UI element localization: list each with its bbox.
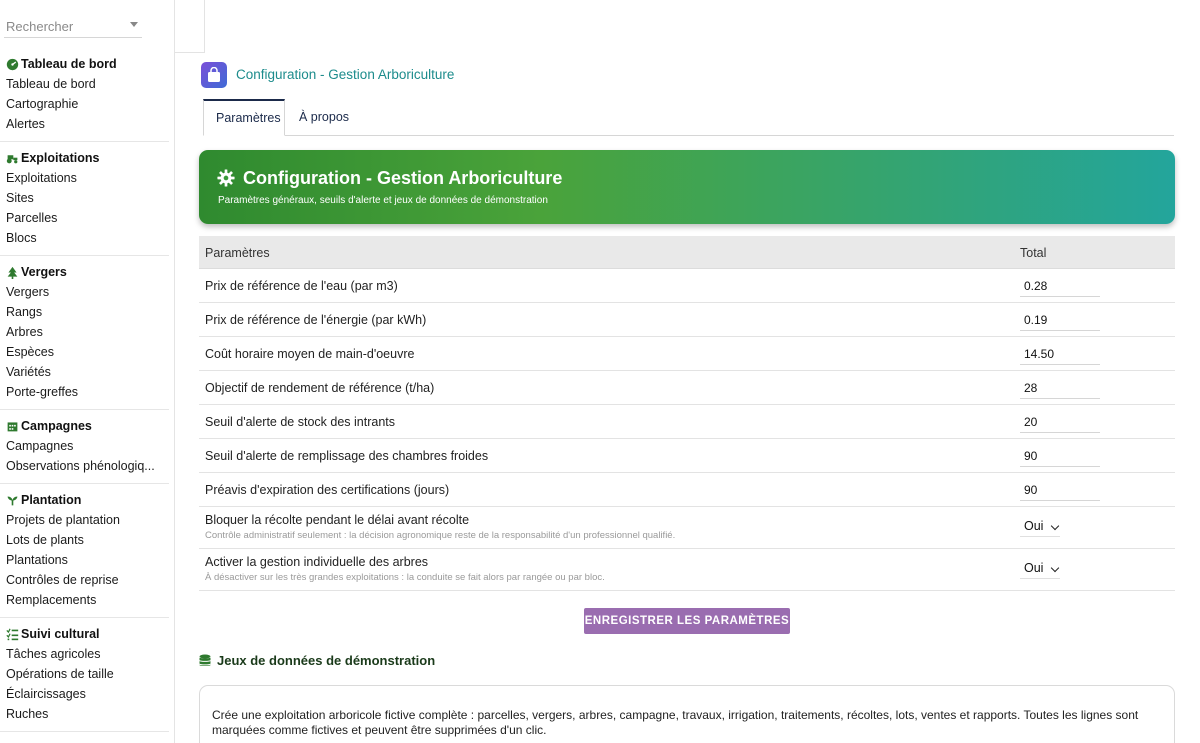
sidebar-item-ruches[interactable]: Ruches	[6, 707, 49, 721]
chevron-down-icon[interactable]	[130, 22, 138, 27]
yield-target-input[interactable]	[1020, 377, 1100, 399]
sidebar-item-blocs[interactable]: Blocs	[6, 231, 37, 245]
column-header-parametres: Paramètres	[205, 246, 270, 260]
top-placeholder-box	[175, 0, 205, 53]
row-label: Bloquer la récolte pendant le délai avant récolte	[205, 513, 470, 527]
tab-a-propos[interactable]: À propos	[299, 110, 350, 124]
table-row	[199, 473, 1175, 507]
sidebar-section-title: Campagnes	[21, 419, 92, 433]
select-value: Oui	[1024, 561, 1044, 575]
sidebar-section-title: Plantation	[21, 493, 82, 507]
sidebar-item-taches-agricoles[interactable]: Tâches agricoles	[6, 647, 101, 661]
sidebar-section-title: Vergers	[21, 265, 67, 279]
row-label: Prix de référence de l'énergie (par kWh)	[205, 313, 427, 327]
dashboard-gauge-icon	[6, 58, 19, 71]
sidebar-item-porte-greffes[interactable]: Porte-greffes	[6, 385, 79, 399]
sidebar-section-vergers	[0, 262, 175, 402]
sidebar-item-rangs[interactable]: Rangs	[6, 305, 43, 319]
sidebar-section-title: Suivi cultural	[21, 627, 100, 641]
sidebar-item-especes[interactable]: Espèces	[6, 345, 54, 359]
banner-subtitle: Paramètres généraux, seuils d'alerte et jeux de données de démonstration	[218, 195, 548, 206]
config-banner	[199, 150, 1175, 224]
table-header	[199, 236, 1175, 269]
sidebar-section-campagnes	[0, 416, 175, 476]
sidebar-item-projets-de-plantation[interactable]: Projets de plantation	[6, 513, 120, 527]
row-label: Objectif de rendement de référence (t/ha)	[205, 381, 435, 395]
water-price-input[interactable]	[1020, 275, 1100, 297]
energy-price-input[interactable]	[1020, 309, 1100, 331]
row-label: Préavis d'expiration des certifications (jours)	[205, 483, 450, 497]
database-icon	[199, 654, 211, 667]
input-stock-threshold-input[interactable]	[1020, 411, 1100, 433]
cold-room-threshold-input[interactable]	[1020, 445, 1100, 467]
row-label: Prix de référence de l'eau (par m3)	[205, 279, 398, 293]
sidebar-item-controles-de-reprise[interactable]: Contrôles de reprise	[6, 573, 119, 587]
row-help-text: À désactiver sur les très grandes exploitations : la conduite se fait alors par rangée ou par bloc.	[205, 572, 605, 583]
search-box[interactable]	[4, 14, 142, 38]
table-row	[199, 337, 1175, 371]
chevron-down-icon	[1051, 564, 1059, 572]
tab-bar	[203, 99, 1174, 136]
divider	[0, 255, 169, 256]
sidebar-item-cartographie[interactable]: Cartographie	[6, 97, 79, 111]
labor-cost-input[interactable]	[1020, 343, 1100, 365]
individual-tree-select[interactable]	[1020, 559, 1060, 579]
sidebar-item-vergers[interactable]: Vergers	[6, 285, 50, 299]
demo-section-header	[199, 653, 435, 668]
sidebar-item-plantations[interactable]: Plantations	[6, 553, 68, 567]
sidebar-section-header	[0, 624, 175, 644]
banner-title: Configuration - Gestion Arboriculture	[243, 168, 563, 188]
sidebar-section-header	[0, 262, 175, 282]
column-header-total: Total	[1020, 246, 1047, 260]
sidebar-section-header	[0, 490, 175, 510]
sidebar-item-alertes[interactable]: Alertes	[6, 117, 45, 131]
demo-section-title: Jeux de données de démonstration	[217, 653, 436, 668]
row-help-text: Contrôle administratif seulement : la décision agronomique reste de la responsabilité d'un professionnel qualifié.	[205, 530, 676, 541]
sidebar-section-plantation	[0, 490, 175, 610]
row-label: Seuil d'alerte de remplissage des chambres froides	[205, 449, 489, 463]
divider	[0, 409, 169, 410]
sidebar-section-header	[0, 148, 175, 168]
save-settings-button[interactable]: ENREGISTRER LES PARAMÈTRES	[584, 608, 790, 634]
sidebar-section-title: Tableau de bord	[21, 57, 117, 71]
seedling-icon	[6, 494, 19, 507]
tab-parametres[interactable]: Paramètres	[203, 99, 285, 136]
tractor-icon	[6, 152, 19, 165]
table-row	[199, 405, 1175, 439]
sidebar-item-campagnes[interactable]: Campagnes	[6, 439, 74, 453]
gear-icon	[217, 169, 235, 187]
block-harvest-select[interactable]	[1020, 517, 1060, 537]
sidebar-item-tableau-de-bord[interactable]: Tableau de bord	[6, 77, 96, 91]
table-row	[199, 371, 1175, 405]
sidebar-item-remplacements[interactable]: Remplacements	[6, 593, 97, 607]
tree-icon	[6, 266, 19, 279]
sidebar-section-header	[0, 54, 175, 74]
demo-card	[199, 685, 1175, 743]
app-logo	[201, 62, 227, 88]
row-label: Activer la gestion individuelle des arbres	[205, 555, 429, 569]
certification-notice-input[interactable]	[1020, 479, 1100, 501]
calendar-icon	[6, 420, 19, 433]
shopping-bag-icon	[207, 67, 221, 83]
sidebar-item-exploitations[interactable]: Exploitations	[6, 171, 77, 185]
sidebar-section-tableau-de-bord	[0, 54, 175, 134]
chevron-down-icon	[1051, 522, 1059, 530]
table-row	[199, 549, 1175, 591]
select-value: Oui	[1024, 519, 1044, 533]
table-row	[199, 303, 1175, 337]
sidebar-item-arbres[interactable]: Arbres	[6, 325, 43, 339]
page-title: Configuration - Gestion Arboriculture	[236, 67, 455, 82]
divider	[0, 617, 169, 618]
sidebar-item-eclaircissages[interactable]: Éclaircissages	[6, 687, 86, 701]
divider	[0, 731, 169, 732]
row-label: Coût horaire moyen de main-d'oeuvre	[205, 347, 415, 361]
search-input[interactable]	[4, 14, 124, 39]
sidebar-section-title: Exploitations	[21, 151, 100, 165]
sidebar-item-varietes[interactable]: Variétés	[6, 365, 51, 379]
checklist-icon	[6, 628, 19, 641]
sidebar-section-suivi-cultural	[0, 624, 175, 724]
divider	[0, 483, 169, 484]
row-label: Seuil d'alerte de stock des intrants	[205, 415, 395, 429]
sidebar-item-operations-de-taille[interactable]: Opérations de taille	[6, 667, 114, 681]
sidebar-item-observations-phenologiques[interactable]: Observations phénologiq...	[6, 459, 155, 473]
divider	[0, 141, 169, 142]
table-row	[199, 439, 1175, 473]
sidebar-section-header	[0, 416, 175, 436]
demo-description: Crée une exploitation arboricole fictive complète : parcelles, vergers, arbres, campagne, travaux, irrigation, traitements, récoltes, lots, ventes et rapports. Toutes les lignes sont marquées comme fictives et peuvent être supprimées d'un clic.	[212, 708, 1139, 737]
sidebar	[0, 0, 175, 743]
table-row	[199, 269, 1175, 303]
sidebar-section-exploitations	[0, 148, 175, 248]
sidebar-item-lots-de-plants[interactable]: Lots de plants	[6, 533, 84, 547]
sidebar-item-sites[interactable]: Sites	[6, 191, 34, 205]
sidebar-item-parcelles[interactable]: Parcelles	[6, 211, 58, 225]
table-row	[199, 507, 1175, 549]
